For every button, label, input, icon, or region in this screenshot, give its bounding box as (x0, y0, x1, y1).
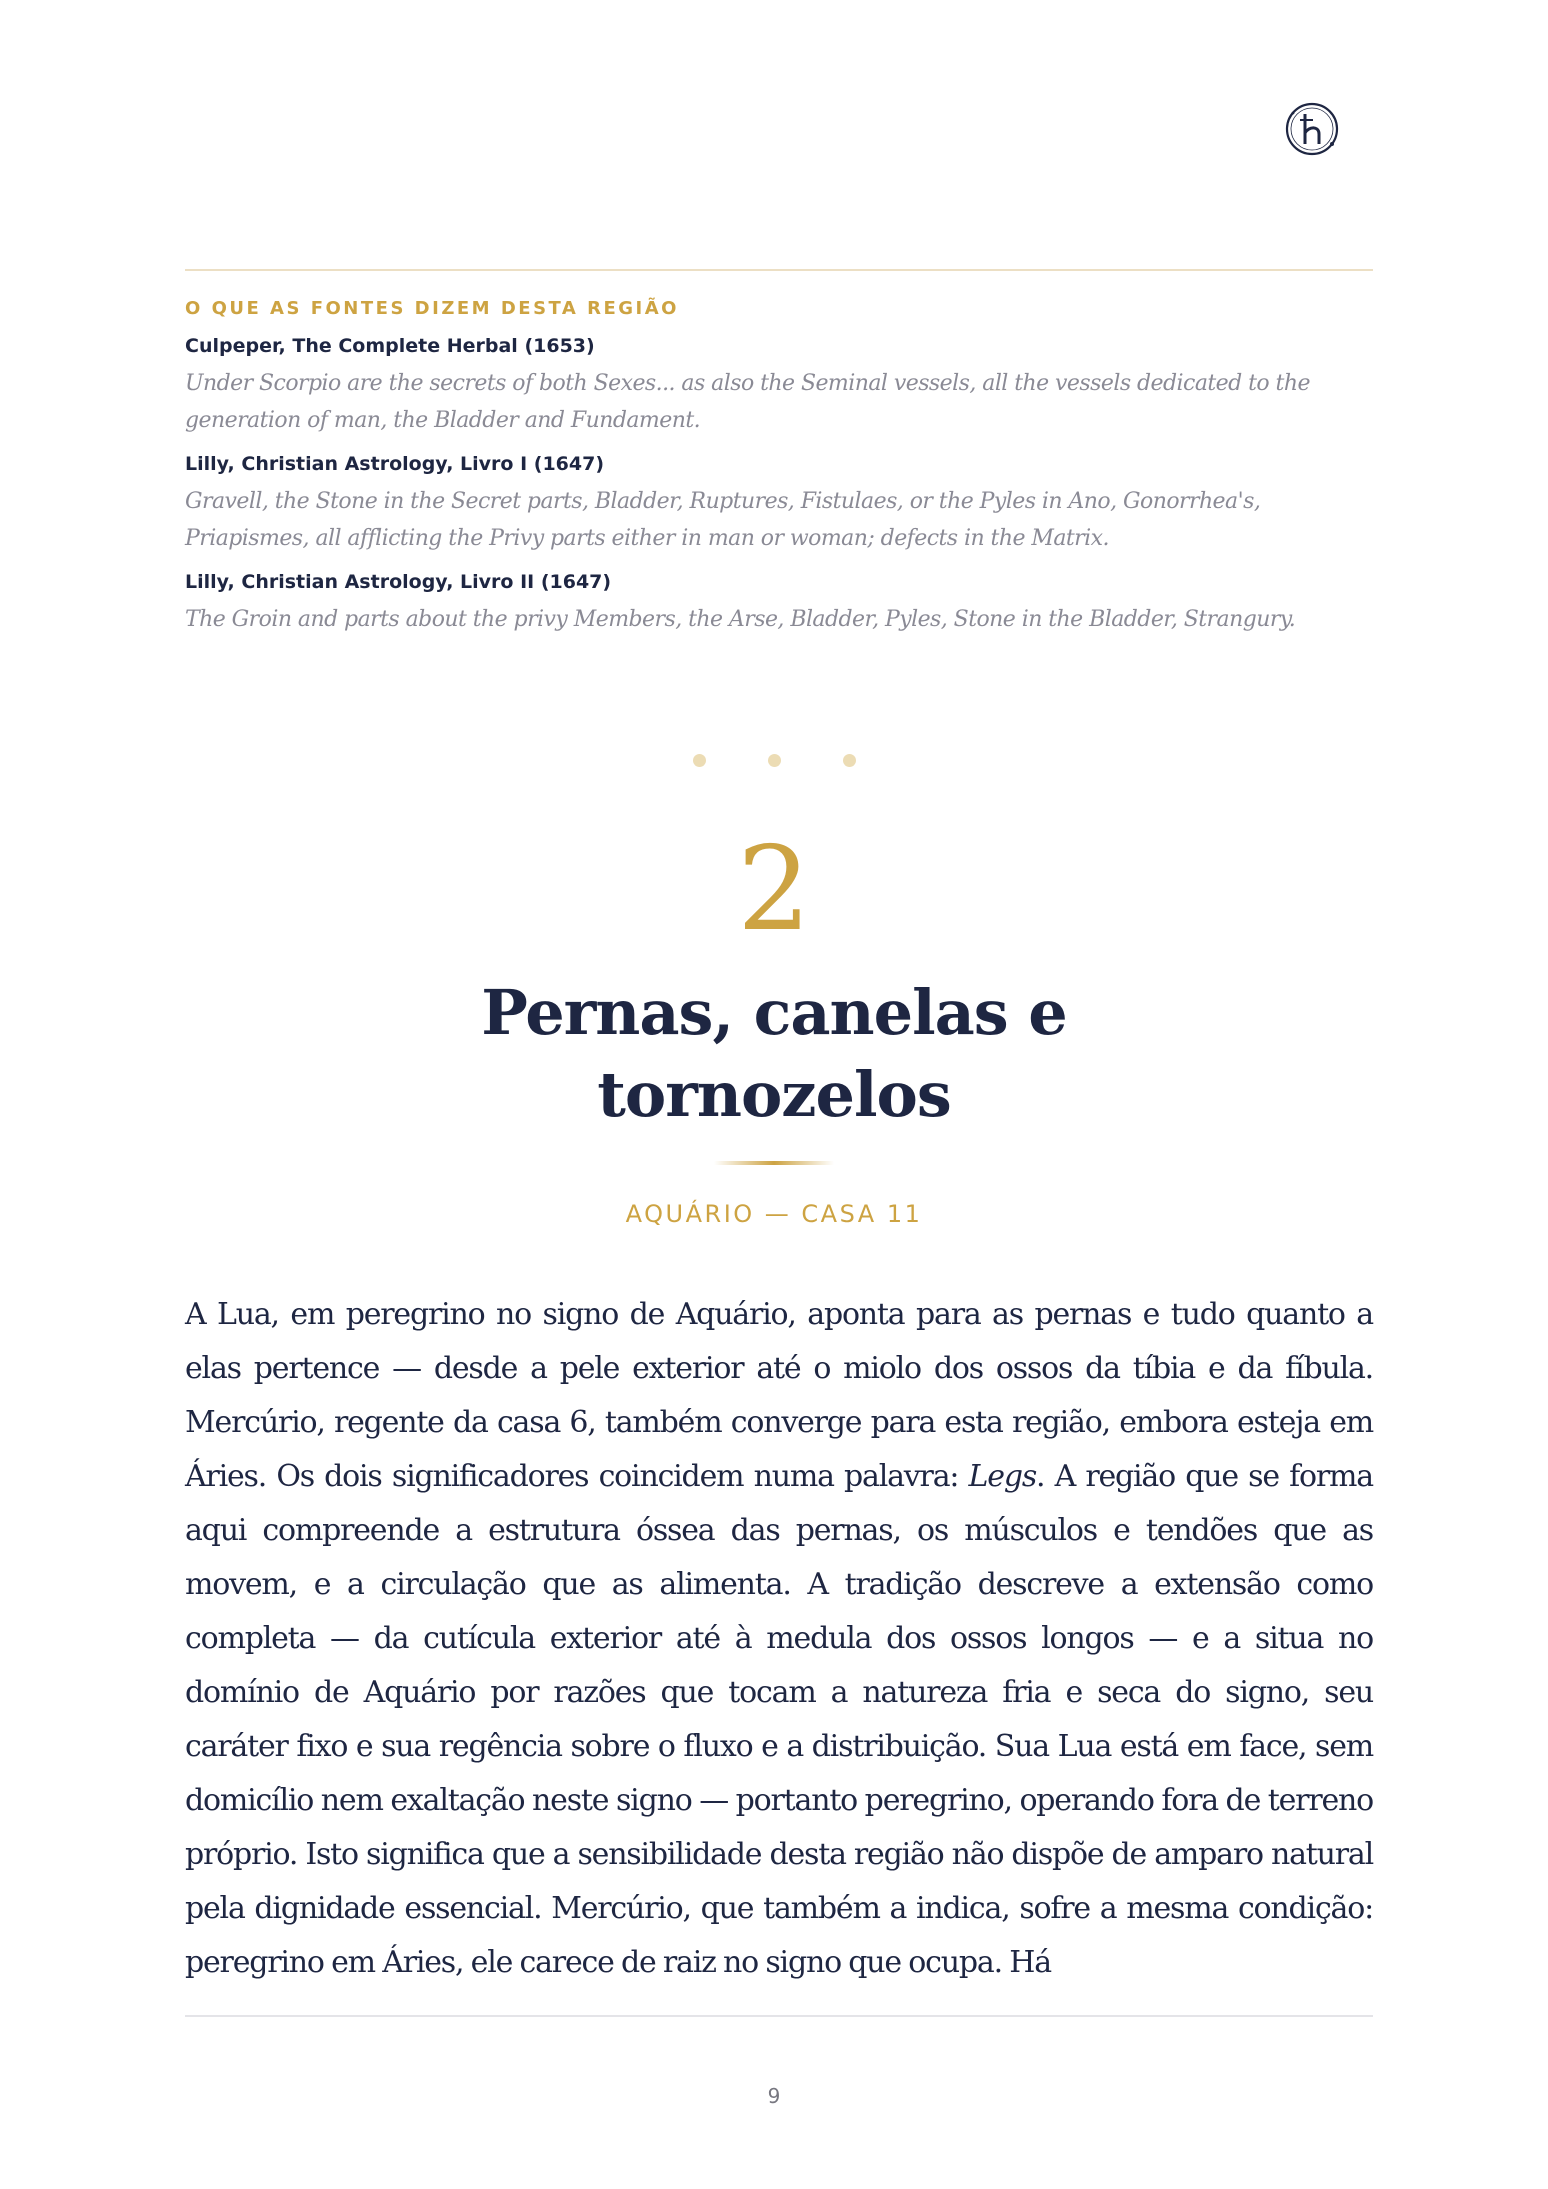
chapter-subtitle: AQUÁRIO — CASA 11 (625, 1200, 923, 1228)
chapter-number: 2 (737, 822, 811, 957)
source-entry (185, 335, 1373, 439)
bottom-divider (185, 2015, 1373, 2017)
source-name: Lilly, Christian Astrology, Livro I (1647) (185, 453, 605, 475)
body-paragraph (185, 1288, 1373, 1990)
source-name: Lilly, Christian Astrology, Livro II (1647) (185, 571, 612, 593)
source-quote: Under Scorpio are the secrets of both Sexes... as also the Seminal vessels, all the vessels dedicated to the generation of man, the Bladder and Fundament. (185, 371, 1310, 433)
source-quote: Gravell, the Stone in the Secret parts, Bladder, Ruptures, Fistulaes, or the Pyles in Ano, Gonorrhea's, Priapismes, all afflicting the Privy parts either in man or woman; defects in the Matrix. (185, 489, 1261, 551)
source-entry (185, 453, 1373, 557)
source-quote: The Groin and parts about the privy Members, the Arse, Bladder, Pyles, Stone in the Bladder, Strangury. (185, 607, 1296, 632)
separator-dot (843, 754, 856, 767)
sources-section (185, 298, 1373, 652)
source-name: Culpeper, The Complete Herbal (1653) (185, 335, 595, 357)
sources-section-label: O QUE AS FONTES DIZEM DESTA REGIÃO (185, 298, 679, 319)
monogram-logo-icon (1283, 100, 1341, 158)
chapter-title: Pernas, canelas e tornozelos (481, 976, 1067, 1131)
top-divider (185, 269, 1373, 271)
source-entry (185, 571, 1373, 638)
separator-dot (768, 754, 781, 767)
title-underline (714, 1161, 834, 1165)
body-text-before: A Lua, em peregrino no signo de Aquário, aponta para as pernas e tudo quanto a elas pertence — desde a pele exterior até o miolo dos ossos da tíbia e da fíbula. Mercúrio, regente da casa 6, também converge para esta região, embora esteja em Áries. Os dois significadores coincidem numa palavra: (185, 1297, 1373, 1494)
body-text-after: . A região que se forma aqui compreende a estrutura óssea das pernas, os músculos e tendões que as movem, e a circulação que as alimenta. A tradição descreve a extensão como completa — da cutícula exterior até à medula dos ossos longos — e a situa no domínio de Aquário por razões que tocam a natureza fria e seca do signo, seu caráter fixo e sua regência sobre o fluxo e a distribuição. Sua Lua está em face, sem domicílio nem exaltação neste signo — portanto peregrino, operando fora de terreno próprio. Isto significa que a sensibilidade desta região não dispõe de amparo natural pela dignidade essencial. Mercúrio, que também a indica, sofre a mesma condição: peregrino em Áries, ele carece de raiz no signo que ocupa. Há (185, 1459, 1373, 1980)
page-number: 9 (767, 2084, 781, 2108)
section-separator-dots (0, 752, 1548, 771)
separator-dot (693, 754, 706, 767)
body-emphasis: Legs (968, 1459, 1037, 1494)
